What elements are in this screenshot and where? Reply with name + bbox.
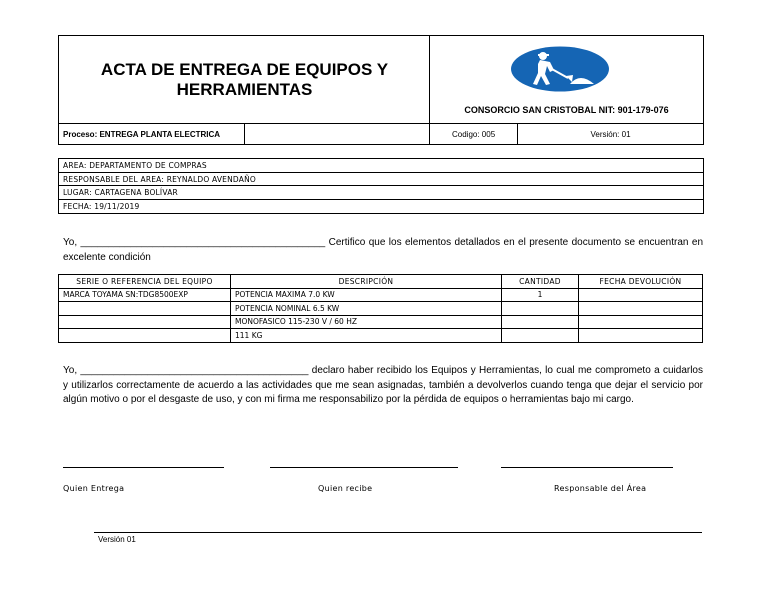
header-serial: SERIE O REFERENCIA DEL EQUIPO xyxy=(59,275,231,289)
declaration-text: Yo, _________________________________________ declaro haber recibido los Equipos y Herramientas, lo cual me comprometo a cuidarlos y utilizarlos correctamente de acuerdo a las actividades que me sean asignadas, también a devolverlos cuando tenga que dejar el servicio por algún motivo o por el desgaste de uso, y con mi firma me responsabilizo por la pérdida de equipos o herramientas bajo mi cargo. xyxy=(63,365,703,405)
cell-quantity xyxy=(502,302,579,316)
cell-return-date xyxy=(579,302,703,316)
responsible-field: RESPONSABLE DEL AREA: REYNALDO AVENDAÑO xyxy=(59,173,703,187)
header-description: DESCRIPCIÓN xyxy=(231,275,502,289)
cell-serial xyxy=(59,329,231,343)
cell-return-date xyxy=(579,329,703,343)
cell-description: POTENCIA NOMINAL 6.5 KW xyxy=(231,302,502,316)
date-field: FECHA: 19/11/2019 xyxy=(63,201,140,211)
version-label: Versión: 01 xyxy=(590,129,631,139)
cell-return-date xyxy=(579,315,703,329)
footer-version: Versión 01 xyxy=(98,535,136,544)
cell-serial xyxy=(59,315,231,329)
document-title: ACTA DE ENTREGA DE EQUIPOS Y HERRAMIENTAS xyxy=(100,59,389,99)
code-label: Codigo: 005 xyxy=(430,124,518,144)
process-blank-cell xyxy=(245,124,430,144)
table-row xyxy=(59,288,703,302)
deliverer-label: Quien Entrega xyxy=(63,484,125,493)
cell-description: 111 KG xyxy=(231,329,502,343)
cell-return-date xyxy=(579,288,703,302)
worker-shovel-logo-icon xyxy=(510,46,610,92)
company-name: CONSORCIO SAN CRISTOBAL NIT: 901-179-076 xyxy=(464,105,669,115)
cell-description: POTENCIA MAXIMA 7.0 KW xyxy=(231,288,502,302)
header-return-date: FECHA DEVOLUCIÓN xyxy=(579,275,703,289)
process-label: Proceso: ENTREGA PLANTA ELECTRICA xyxy=(59,124,245,144)
table-row xyxy=(59,315,703,329)
process-row xyxy=(58,123,704,145)
table-row xyxy=(59,329,703,343)
company-cell xyxy=(429,35,704,124)
cell-quantity xyxy=(502,329,579,343)
document-title-cell xyxy=(58,35,430,124)
cell-quantity xyxy=(502,315,579,329)
receiver-label: Quien recibe xyxy=(318,484,373,493)
header-quantity: CANTIDAD xyxy=(502,275,579,289)
equipment-table xyxy=(58,274,703,343)
area-head-signature-line xyxy=(501,467,673,468)
table-row xyxy=(59,302,703,316)
area-field: AREA: DEPARTAMENTO DE COMPRAS xyxy=(59,159,703,173)
cell-serial: MARCA TOYAMA SN:TDG8500EXP xyxy=(59,288,231,302)
certification-text: Yo, ____________________________________________ Certifico que los elementos detallados en el presente documento se encuentran en excelente condición xyxy=(63,237,703,263)
footer-divider xyxy=(94,532,702,533)
table-header-row xyxy=(59,275,703,289)
cell-description: MONOFASICO 115-230 V / 60 HZ xyxy=(231,315,502,329)
cell-serial xyxy=(59,302,231,316)
deliverer-signature-line xyxy=(63,467,224,468)
info-block xyxy=(58,158,704,214)
area-head-label: Responsable del Área xyxy=(554,484,647,493)
place-field: LUGAR: CARTAGENA BOLÍVAR xyxy=(59,186,703,200)
receiver-signature-line xyxy=(270,467,458,468)
cell-quantity: 1 xyxy=(502,288,579,302)
